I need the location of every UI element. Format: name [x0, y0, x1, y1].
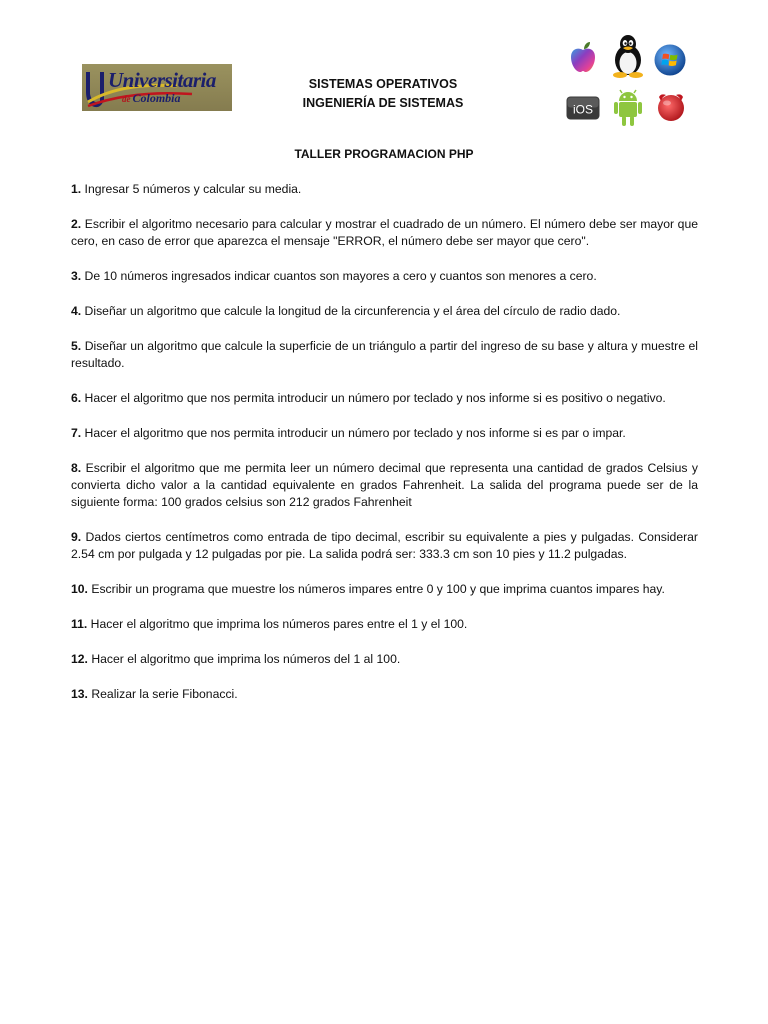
list-item: 8. Escribir el algoritmo que me permita leer un número decimal que representa una cantidad de grados Celsius y convierta dicho valor a la cantidad equivalente en grados Fahrenheit. La salida del programa puede ser de la siguiente forma: 100 grados celsius son 212 grados Fahrenheit	[71, 461, 698, 509]
linux-tux-icon	[609, 34, 647, 78]
exercise-list	[71, 181, 698, 721]
list-item: 4. Diseñar un algoritmo que calcule la longitud de la circunferencia y el área del círculo de radio dado.	[71, 304, 621, 318]
course-name: SISTEMAS OPERATIVOS	[308, 77, 458, 91]
list-item: 9. Dados ciertos centímetros como entrada de tipo decimal, escribir su equivalente a pies y pulgadas. Considerar 2.54 cm por pulgada y 12 pulgadas por pie. La salida podrá ser: 333.3 cm son 10 pies y 11.2 pulgadas.	[71, 530, 698, 561]
header-title	[250, 75, 516, 113]
list-item: 10. Escribir un programa que muestre los números impares entre 0 y 100 y que imprima cuantos impares hay.	[71, 582, 665, 596]
list-item: 3. De 10 números ingresados indicar cuantos son mayores a cero y cuantos son menores a cero.	[71, 269, 597, 283]
list-item: 1. Ingresar 5 números y calcular su media.	[71, 182, 302, 196]
android-icon	[612, 88, 644, 128]
list-item: 2. Escribir el algoritmo necesario para calcular y mostrar el cuadrado de un número. El número debe ser mayor que cero, en caso de error que aparezca el mensaje "ERROR, el número debe ser mayor que cero".	[71, 217, 698, 248]
university-logo	[82, 64, 232, 111]
document-title: TALLER PROGRAMACION PHP	[294, 147, 474, 161]
list-item: 7. Hacer el algoritmo que nos permita introducir un número por teclado y nos informe si es par o impar.	[71, 426, 626, 440]
logo-wordmark: Universitaria	[108, 68, 216, 92]
list-item: 13. Realizar la serie Fibonacci.	[71, 687, 238, 701]
list-item: 6. Hacer el algoritmo que nos permita introducir un número por teclado y nos informe si es positivo o negativo.	[71, 391, 666, 405]
apple-icon	[566, 40, 600, 74]
windows-icon	[654, 44, 686, 76]
svg-text:iOS: iOS	[572, 102, 594, 117]
freebsd-icon	[655, 91, 687, 123]
list-item: 12. Hacer el algoritmo que imprima los números del 1 al 100.	[71, 652, 401, 666]
logo-subtitle: de Colombia	[122, 91, 181, 105]
program-name: INGENIERÍA DE SISTEMAS	[302, 96, 464, 110]
list-item: 11. Hacer el algoritmo que imprima los números pares entre el 1 y el 100.	[71, 617, 468, 631]
ios-icon	[566, 96, 600, 120]
list-item: 5. Diseñar un algoritmo que calcule la superficie de un triángulo a partir del ingreso de su base y altura y muestre el resultado.	[71, 339, 698, 370]
